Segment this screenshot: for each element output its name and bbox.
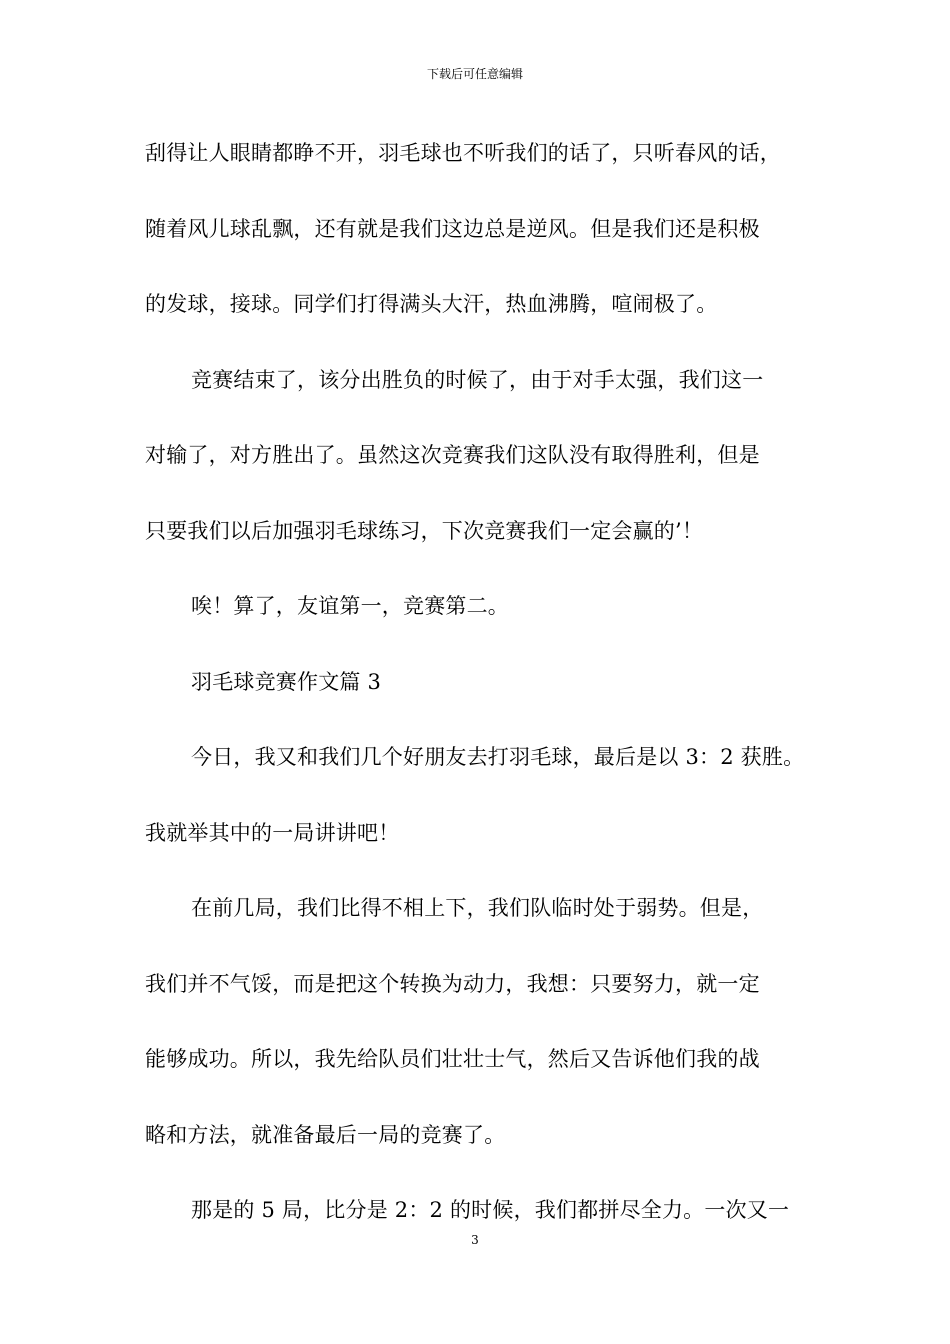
- paragraph-start-line: 那是的 5 局，比分是 2：2 的时候，我们都拼尽全力。一次又一: [191, 1198, 790, 1222]
- text-line: 只要我们以后加强羽毛球练习，下次竞赛我们一定会赢的’！: [145, 518, 704, 543]
- paragraph-start-line: 今日，我又和我们几个好朋友去打羽毛球，最后是以 3：2 获胜。: [191, 745, 805, 769]
- text-line: 我就举其中的一局讲讲吧！: [145, 820, 400, 845]
- section-heading: 羽毛球竞赛作文篇 3: [191, 669, 382, 694]
- paragraph-start-line: 竞赛结束了，该分出胜负的时候了，由于对手太强，我们这一: [191, 367, 764, 392]
- page-header: 下载后可任意编辑: [426, 67, 523, 81]
- text-line: 对输了，对方胜出了。虽然这次竞赛我们这队没有取得胜利，但是: [145, 443, 760, 467]
- document-body: [145, 125, 825, 1258]
- paragraph-start-line: 唉！算了，友谊第一，竞赛第二。: [191, 594, 509, 618]
- text-line: 略和方法，就准备最后一局的竞赛了。: [145, 1122, 506, 1147]
- text-line: 刮得让人眼睛都睁不开，羽毛球也不听我们的话了，只听春风的话，: [145, 141, 781, 165]
- text-line: 能够成功。所以，我先给队员们壮壮士气，然后又告诉他们我的战: [145, 1047, 760, 1071]
- paragraph-start-line: 在前几局，我们比得不相上下，我们队临时处于弱势。但是，: [191, 896, 764, 920]
- text-line: 的发球，接球。同学们打得满头大汗，热血沸腾，喧闹极了。: [145, 292, 718, 316]
- text-line: 随着风儿球乱飘，还有就是我们这边总是逆风。但是我们还是积极: [145, 216, 760, 241]
- text-line: 我们并不气馁，而是把这个转换为动力，我想：只要努力，就一定: [145, 971, 760, 996]
- page-number: 3: [471, 1233, 479, 1247]
